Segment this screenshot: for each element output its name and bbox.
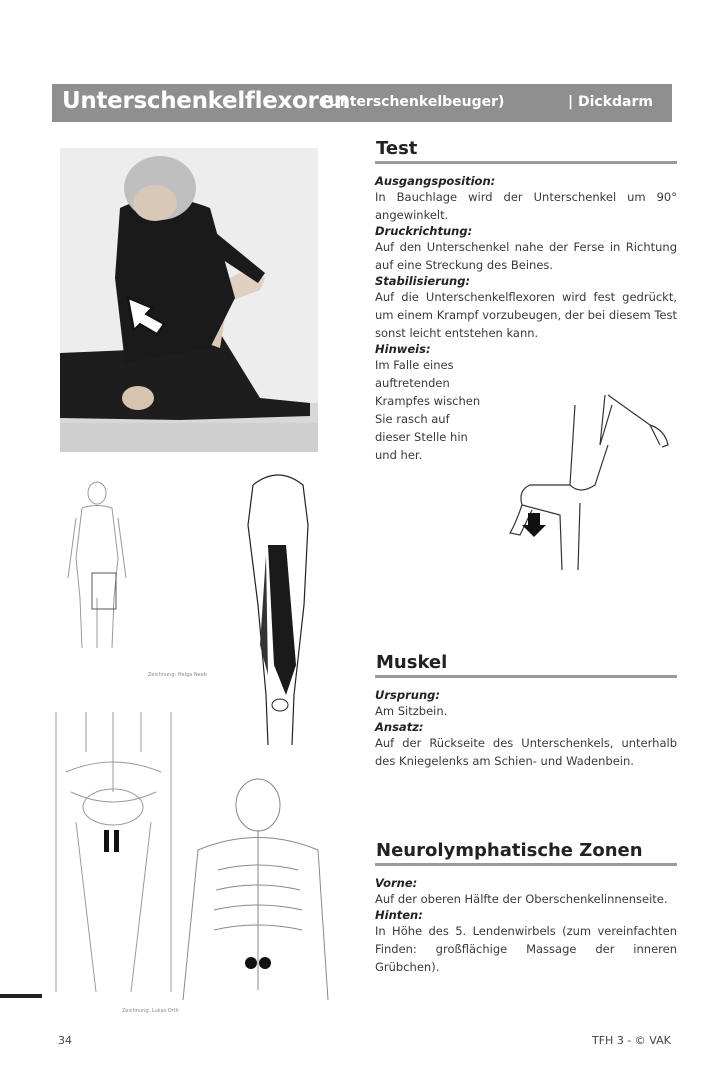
- back-text: In Höhe des 5. Lendenwirbels (zum vereinfachten Finden: großflächige Massage der inneren Grübchen).: [375, 924, 677, 974]
- hint-line: Krampfes wischen: [375, 394, 481, 408]
- zones-heading: Neurolymphatische Zonen: [376, 840, 643, 861]
- back-torso-drawing: [178, 770, 333, 1010]
- muscle-content: [375, 688, 677, 770]
- front-text: Auf der oberen Hälfte der Oberschenkelinnenseite.: [375, 892, 668, 906]
- origin-label: Ursprung:: [375, 688, 440, 702]
- test-text-position: In Bauchlage wird der Unterschenkel um 90° angewinkelt.: [375, 190, 677, 222]
- hint-line: auftretenden: [375, 376, 450, 390]
- page-subtitle: (Unterschenkelbeuger): [322, 94, 505, 110]
- page-number: 34: [58, 1034, 72, 1047]
- drawing-caption-2: Zeichnung: Lukas Orth: [122, 1008, 179, 1014]
- hint-line: und her.: [375, 448, 423, 462]
- drawing-caption-1: Zeichnung: Helga Neeb: [148, 672, 207, 678]
- front-label: Vorne:: [375, 876, 418, 890]
- test-heading: Test: [376, 138, 418, 159]
- insertion-text: Auf der Rückseite des Unterschenkels, unterhalb des Kniegelenks am Schien- und Wadenbein.: [375, 736, 677, 768]
- leg-drawing: [500, 385, 680, 575]
- zones-content: [375, 876, 677, 976]
- page-title: Unterschenkelflexoren: [62, 88, 350, 114]
- hint-line: Sie rasch auf: [375, 412, 450, 426]
- insertion-label: Ansatz:: [375, 720, 424, 734]
- test-label-position: Ausgangsposition:: [375, 174, 496, 188]
- muscle-heading: Muskel: [376, 652, 448, 673]
- back-label: Hinten:: [375, 908, 423, 922]
- test-photo: [60, 148, 318, 452]
- test-label-hint: Hinweis:: [375, 342, 431, 356]
- test-photo-illustration: [60, 148, 318, 452]
- hamstring-muscle-drawing: [238, 465, 318, 755]
- margin-bar: [0, 994, 42, 998]
- footer-copyright: TFH 3 - © VAK: [592, 1034, 671, 1047]
- front-skeleton-drawing: [46, 712, 181, 1002]
- test-label-direction: Druckrichtung:: [375, 224, 473, 238]
- test-text-direction: Auf den Unterschenkel nahe der Ferse in Richtung auf eine Streckung des Beines.: [375, 240, 677, 272]
- meridian-label: | Dickdarm: [568, 94, 653, 110]
- hint-line: Im Falle eines: [375, 358, 454, 372]
- test-label-stabilization: Stabilisierung:: [375, 274, 471, 288]
- zones-rule: [375, 863, 677, 866]
- test-text-stabilization: Auf die Unterschenkelflexoren wird fest gedrückt, um einem Krampf vorzubeugen, der bei diesem Test sonst leicht entstehen kann.: [375, 290, 677, 340]
- header-banner: [52, 84, 672, 122]
- muscle-rule: [375, 675, 677, 678]
- back-figure-drawing: [62, 478, 132, 658]
- hint-line: dieser Stelle hin: [375, 430, 468, 444]
- origin-text: Am Sitzbein.: [375, 704, 448, 718]
- test-rule: [375, 161, 677, 164]
